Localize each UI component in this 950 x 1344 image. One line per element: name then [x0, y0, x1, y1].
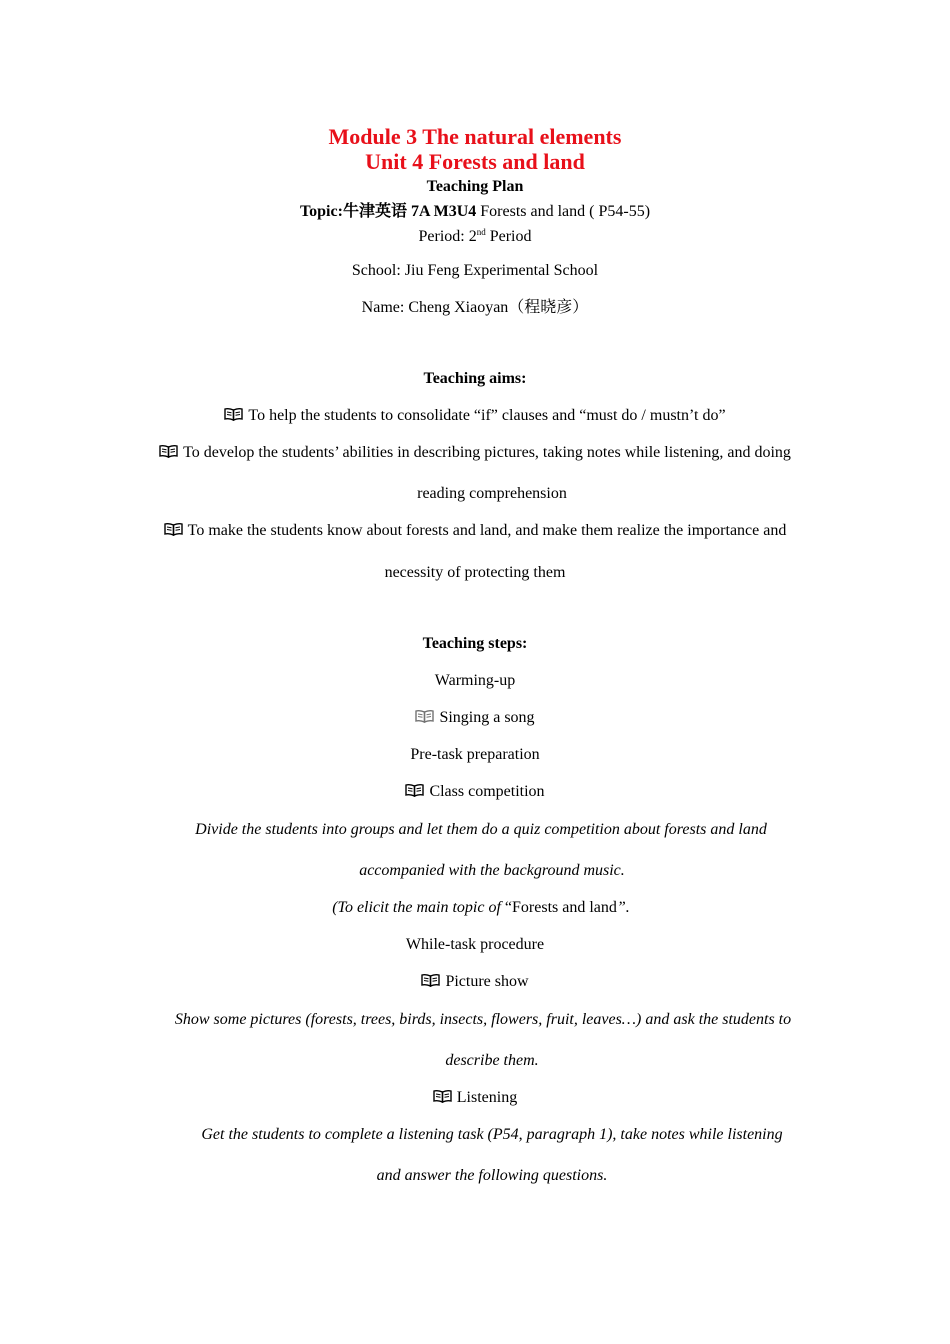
aim-item-1: To help the students to consolidate “if” clauses and “must do / mustn’t do”	[0, 406, 950, 426]
competition-desc-1: Divide the students into groups and let them do a quiz competition about forests and land	[195, 821, 767, 838]
competition-desc-2: accompanied with the background music.	[359, 862, 625, 879]
listening-desc-1: Get the students to complete a listening task (P54, paragraph 1), take notes while listening	[201, 1126, 783, 1143]
step-warming-up: Warming-up	[434, 672, 516, 689]
step-while-task: While-task procedure	[405, 936, 545, 953]
listening-desc-2: and answer the following questions.	[376, 1167, 608, 1184]
aim-item-3: To make the students know about forests and land, and make them realize the importance and	[0, 521, 950, 541]
steps-heading: Teaching steps:	[422, 635, 528, 652]
open-book-icon	[405, 783, 424, 797]
elicit-line	[6, 898, 950, 918]
step-listening: Listening	[0, 1088, 950, 1108]
period-sup: nd	[476, 227, 486, 237]
open-book-icon	[421, 973, 440, 987]
aims-heading: Teaching aims:	[423, 370, 527, 387]
period-suffix: Period	[485, 228, 532, 245]
elicit-end: ”.	[616, 899, 630, 916]
open-book-icon	[415, 709, 434, 723]
topic-code: 牛津英语 7A M3U4	[342, 203, 477, 220]
elicit-topic: “Forests and land	[504, 899, 617, 916]
picture-desc-2: describe them.	[445, 1052, 539, 1069]
plan-label: Teaching Plan	[426, 178, 524, 195]
step-singing: Singing a song	[0, 708, 950, 728]
unit-title: Unit 4 Forests and land	[365, 149, 585, 174]
topic-line	[0, 202, 950, 222]
teacher-name: Name: Cheng Xiaoyan（程晓彦）	[361, 299, 589, 316]
period-prefix: Period: 2	[418, 228, 477, 245]
step-picture-show: Picture show	[0, 972, 950, 992]
aim-item-2-cont: reading comprehension	[417, 485, 567, 502]
picture-desc-1: Show some pictures (forests, trees, birds, insects, flowers, fruit, leaves…) and ask the students to	[174, 1011, 792, 1028]
step-class-competition: Class competition	[0, 782, 950, 802]
period-line	[0, 227, 950, 247]
aim-item-2: To develop the students’ abilities in describing pictures, taking notes while listening, and doing	[0, 443, 950, 463]
aim-item-3-cont: necessity of protecting them	[384, 564, 566, 581]
school-line: School: Jiu Feng Experimental School	[351, 262, 599, 279]
elicit-italic: (To elicit the main topic of	[332, 899, 505, 916]
open-book-icon	[224, 407, 243, 421]
topic-label: Topic:	[299, 203, 343, 220]
module-title: Module 3 The natural elements	[328, 124, 622, 149]
open-book-icon	[159, 444, 178, 458]
topic-rest: Forests and land ( P54-55)	[476, 203, 651, 220]
step-pre-task: Pre-task preparation	[410, 746, 540, 763]
open-book-icon	[433, 1089, 452, 1103]
open-book-icon	[164, 522, 183, 536]
